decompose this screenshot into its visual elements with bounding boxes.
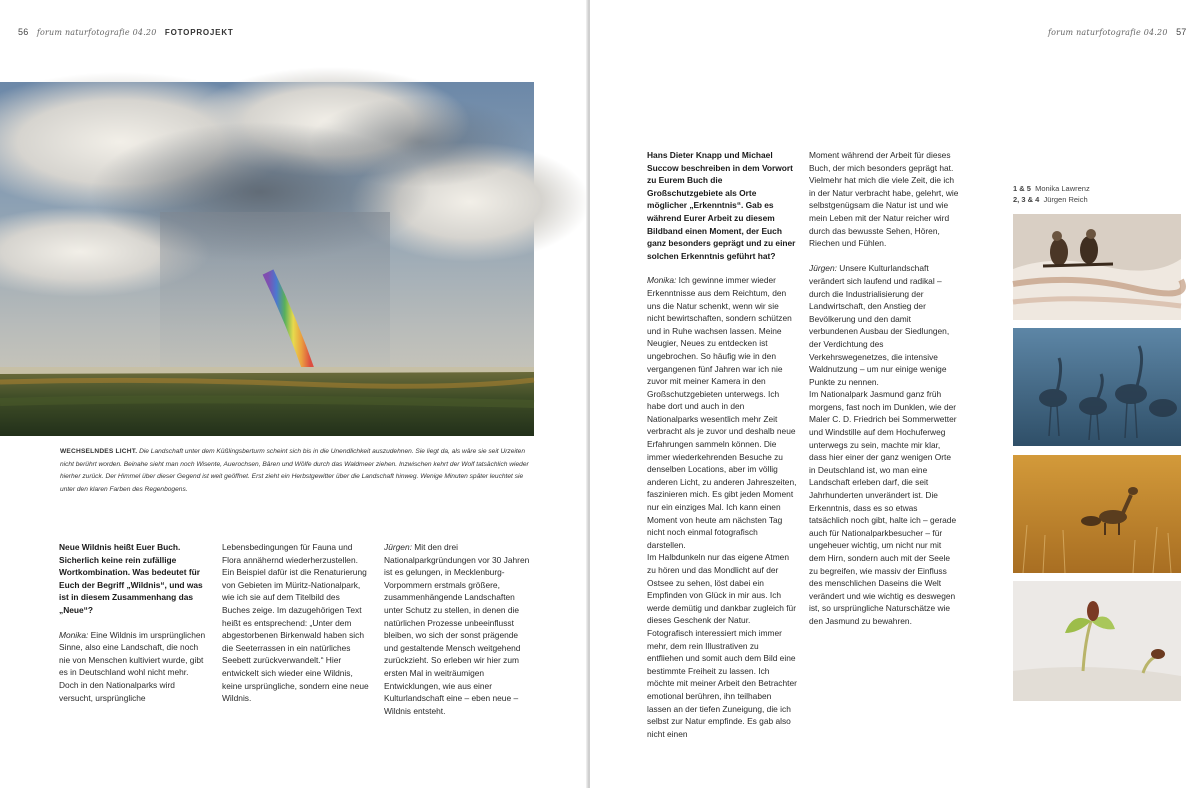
sea-eagles-image [1013, 214, 1181, 320]
thumbnail-cranes [1013, 328, 1181, 446]
credit-numbers: 1 & 5 [1013, 184, 1031, 193]
caption-lead: WECHSELNDES LICHT. [60, 448, 138, 455]
answer-text: Unsere Kulturlandschaft verändert sich laufend und radikal – durch die Industrialisierung der Landwirtschaft, den Anstieg der Bevölkerung und den damit verbundenen Ausbau der Siedlungen, der Verdichtung des Verkehrswegenetzes, die intensive Waldnutzung – um nur einige wenige Punkte zu nennen. [809, 263, 950, 387]
photo-credits [1013, 184, 1090, 205]
speaker-label: Jürgen: [384, 542, 412, 552]
interview-question: Neue Wildnis heißt Euer Buch. Sicherlich keine rein zufällige Wortkombination. Was bedeutet für Euch der Begriff „Wildnis“, und was ist in diesem Zusammenhang das „Neue“? [59, 542, 203, 615]
credit-name: Monika Lawrenz [1035, 184, 1090, 193]
thumbnail-deer [1013, 455, 1181, 573]
thumbnail-seedling [1013, 581, 1181, 701]
credit-numbers: 2, 3 & 4 [1013, 194, 1040, 204]
left-page [0, 0, 588, 788]
magazine-title: forum naturfotografie 04.20 [36, 28, 157, 37]
magazine-title: forum naturfotografie 04.20 [1048, 28, 1168, 37]
right-page [590, 0, 1186, 788]
section-title: FOTOPROJEKT [164, 28, 234, 37]
interview-question: Hans Dieter Knapp und Michael Succow beschreiben in dem Vorwort zu Eurem Buch die Großschutzgebiete als Orte möglicher „Erkenntnis“. Gab es während Eurer Arbeit zu diesem Bildband einen Moment, der Euch ganz besonders geprägt und zu einer solchen Erkenntnis geführt hat? [647, 150, 796, 261]
answer-paragraph [647, 274, 797, 551]
answer-paragraph [59, 629, 207, 705]
left-column-2 [222, 541, 370, 705]
answer-text: Eine Wildnis im ursprünglichen Sinne, also eine Landschaft, die noch nie von Menschen kultiviert wurde, gibt es in Deutschland wohl nicht mehr. Doch in den Nationalparks wird versucht, ursprüngliche [59, 629, 206, 703]
thumbnail-sea-eagles [1013, 214, 1181, 320]
answer-text: Mit den drei Nationalparkgründungen vor 30 Jahren ist es gelungen, in Mecklenburg-Vorpommern erstmals größere, zusammenhängende Landschaften unter Schutz zu stellen, in denen die natürlichen Prozesse unbeeinflusst bleiben, wo sich der sonst prägende und gestaltende Mensch weitgehend zurückzieht. So erleben wir hier zum ersten Mal in weiträumigen Entwicklungen, wie aus einer Kulturlandschaft eine – eben neue – Wildnis entsteht. [384, 542, 530, 716]
credit-line [1013, 184, 1090, 195]
answer-paragraph [384, 541, 532, 717]
hero-photo-rainbow-landscape [0, 82, 534, 436]
right-column-2 [809, 149, 959, 628]
cranes-image [1013, 328, 1181, 446]
left-column-3 [384, 541, 532, 717]
caption-text: Die Landschaft unter dem Küßlingsberturm scheint sich bis in die Unendlichkeit auszudehnen. Sie liegt da, als wäre sie seit Urzeiten nicht berührt worden. Beinahe sieht man noch Wisente, Auerochsen, Bären und Wölfe durch das Waldmeer ziehen. Inzwischen kehrt der Wolf tatsächlich wieder hierher zurück. Der Himmel über dieser Gegend ist weit geöffnet. Erst zieht ein Herbstgewitter über die Landschaft hinweg. Wenige Minuten später leuchtet sie unter den klaren Farben des Regenbogens. [60, 448, 529, 493]
page-number: 57 [1176, 27, 1186, 37]
answer-text: Lebensbedingungen für Fauna und Flora annähernd wiederherzustellen. Ein Beispiel dafür ist die Renaturierung von Gebieten im Müritz-Nationalpark, wie ich sie auf dem Titelbild des Buches zeige. Im dazugehörigen Text heißt es entsprechend: „Unter dem abgestorbenen Birkenwald haben sich die Seeterrassen in ein natürliches Seebett zurückverwandelt.“ Hier entwickelt sich wieder eine Wildnis, keine ursprüngliche, sondern eine neue Wildnis. [222, 542, 369, 704]
left-folio [18, 27, 234, 37]
seedling-in-sand-image [1013, 581, 1181, 701]
answer-text-continued: Im Halbdunkeln nur das eigene Atmen zu hören und das Mondlicht auf der Ostsee zu sehen, löst dabei ein Empfinden von Glück in mir aus. Ich werde demütig und dankbar zugleich für dieses Geschenk der Natur. Fotografisch interessiert mich immer mehr, dem rein Illustrativen zu entfliehen und somit auch dem Bild eine bestimmte Freiheit zu lassen. Ich möchte mit meiner Arbeit den Betrachter emotional berühren, ihn teilhaben lassen an der tiefen Zuneigung, die ich selbst zur Natur empfinde. Es gab also nicht einen [647, 552, 797, 739]
speaker-label: Monika: [59, 629, 89, 640]
rainbow-landscape-image [0, 82, 534, 436]
right-column-1 [647, 149, 797, 740]
deer-in-field-image [1013, 455, 1181, 573]
answer-text: Moment während der Arbeit für dieses Buch, der mich besonders geprägt hat. Vielmehr hat mich die viele Zeit, die ich in der Natur verbracht habe, gelehrt, wie selbstgenügsam die Natur ist und wie mein Leben mit der Natur reicher wird durch das bewusste Sehen, Hören, Riechen und Fühlen. [809, 150, 959, 249]
answer-text-continued: Im Nationalpark Jasmund ganz früh morgens, fast noch im Dunklen, wie der Maler C. D. Friedrich bei Sommerwetter und Windstille auf dem Hochuferweg unterwegs zu sein, machte mir klar, dass hier einer der ganz wenigen Orte in Deutschland ist, wo man eine Landschaft erleben darf, die seit Jahrhunderten unverändert ist. Die Erkenntnis, dass es so etwas tatsächlich noch gibt, halte ich – gerade auch für Nationalparkbesucher – für ungeheuer wichtig, um nicht nur mit dem Hirn, sondern auch mit der Seele zu begreifen, wie massiv der Einfluss des menschlichen Daseins die Welt verändert und wie wichtig es deswegen ist, so ursprüngliche Naturschätze wie den Jasmund zu bewahren. [809, 389, 957, 626]
page-number: 56 [18, 27, 29, 37]
answer-text: Ich gewinne immer wieder Erkenntnisse aus dem Reichtum, den uns die Natur schenkt, wenn wir sie nicht bewirtschaften, sondern schützen und in Ruhe wachsen lassen. Meine Neugier, Neues zu entdecken ist ungebrochen. So häufig wie in den vergangenen fünf Jahren war ich nie zuvor mit meiner Kamera in den Großschutzgebieten unterwegs. Ich habe dort und auch in den Nationalparks wesentlich mehr Zeit verbracht als je zuvor und deshalb neue Erfahrungen sammeln können. Die immer wiederkehrenden Besuche zu denselben Locations, aber im völlig anderen Licht, zu anderen Jahreszeiten, faszinieren mich. Es gibt jeden Moment nur ein einziges Mal. Ich kann einen Moment von heute am nächsten Tag nicht noch einmal fotografisch darstellen. [647, 275, 797, 550]
speaker-label: Monika: [647, 275, 677, 286]
speaker-label: Jürgen: [809, 263, 837, 274]
photo-caption [60, 446, 530, 496]
right-folio [1042, 27, 1186, 37]
credit-line [1013, 195, 1090, 206]
credit-name: Jürgen Reich [1043, 194, 1088, 204]
answer-paragraph [809, 262, 959, 388]
left-column-1 [59, 541, 207, 704]
